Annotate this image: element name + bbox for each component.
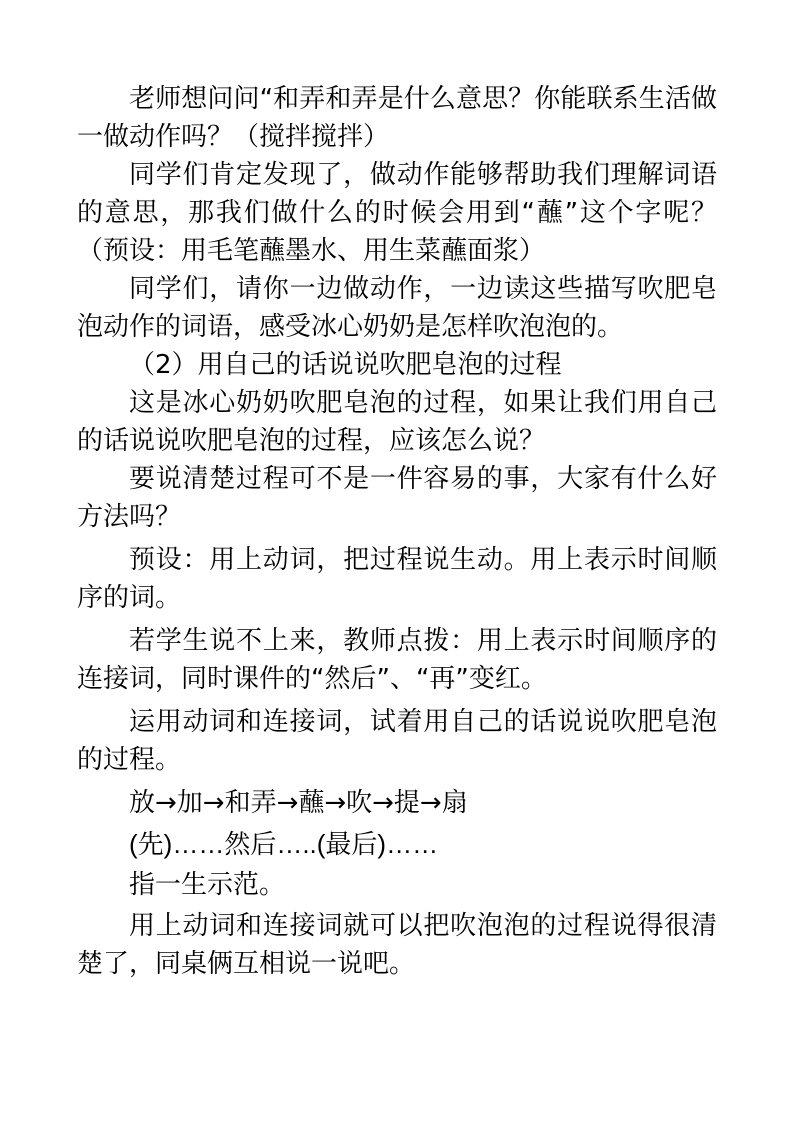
section-heading: （2）用自己的话说说吹肥皂泡的过程 [129,350,562,380]
paragraph-10: 用上动词和连接词就可以把吹泡泡的过程说得很清楚了，同桌俩互相说一说吧。 [77,911,717,979]
paragraph-8: 运用动词和连接词，试着用自己的话说说吹肥皂泡的过程。 [77,707,717,775]
paragraph-3: 同学们，请你一边做动作，一边读这些描写吹肥皂泡动作的词语，感受冰心奶奶是怎样吹泡泡的。 [77,274,717,342]
paragraph-2: 同学们肯定发现了，做动作能够帮助我们理解词语的意思，那我们做什么的时候会用到“蘸”这个字呢？（预设：用毛笔蘸墨水、用生菜蘸面浆） [77,160,717,266]
paragraph-6: 预设：用上动词，把过程说生动。用上表示时间顺序的词。 [77,545,717,613]
paragraph-1: 老师想问问“和弄和弄是什么意思？你能联系生活做一做动作吗？（搅拌搅拌） [77,84,717,152]
document-body [77,80,717,983]
connector-pattern: (先)……然后…..(最后)…… [129,829,439,859]
paragraph-9: 指一生示范。 [129,870,286,900]
paragraph-7: 若学生说不上来，教师点拨：用上表示时间顺序的连接词，同时课件的“然后”、“再”变红。 [77,626,717,694]
paragraph-5: 要说清楚过程可不是一件容易的事，大家有什么好方法吗？ [77,464,717,532]
paragraph-4: 这是冰心奶奶吹肥皂泡的过程，如果让我们用自己的话说说吹肥皂泡的过程，应该怎么说？ [77,388,717,456]
action-sequence: 放→加→和弄→蘸→吹→提→扇 [129,788,468,818]
